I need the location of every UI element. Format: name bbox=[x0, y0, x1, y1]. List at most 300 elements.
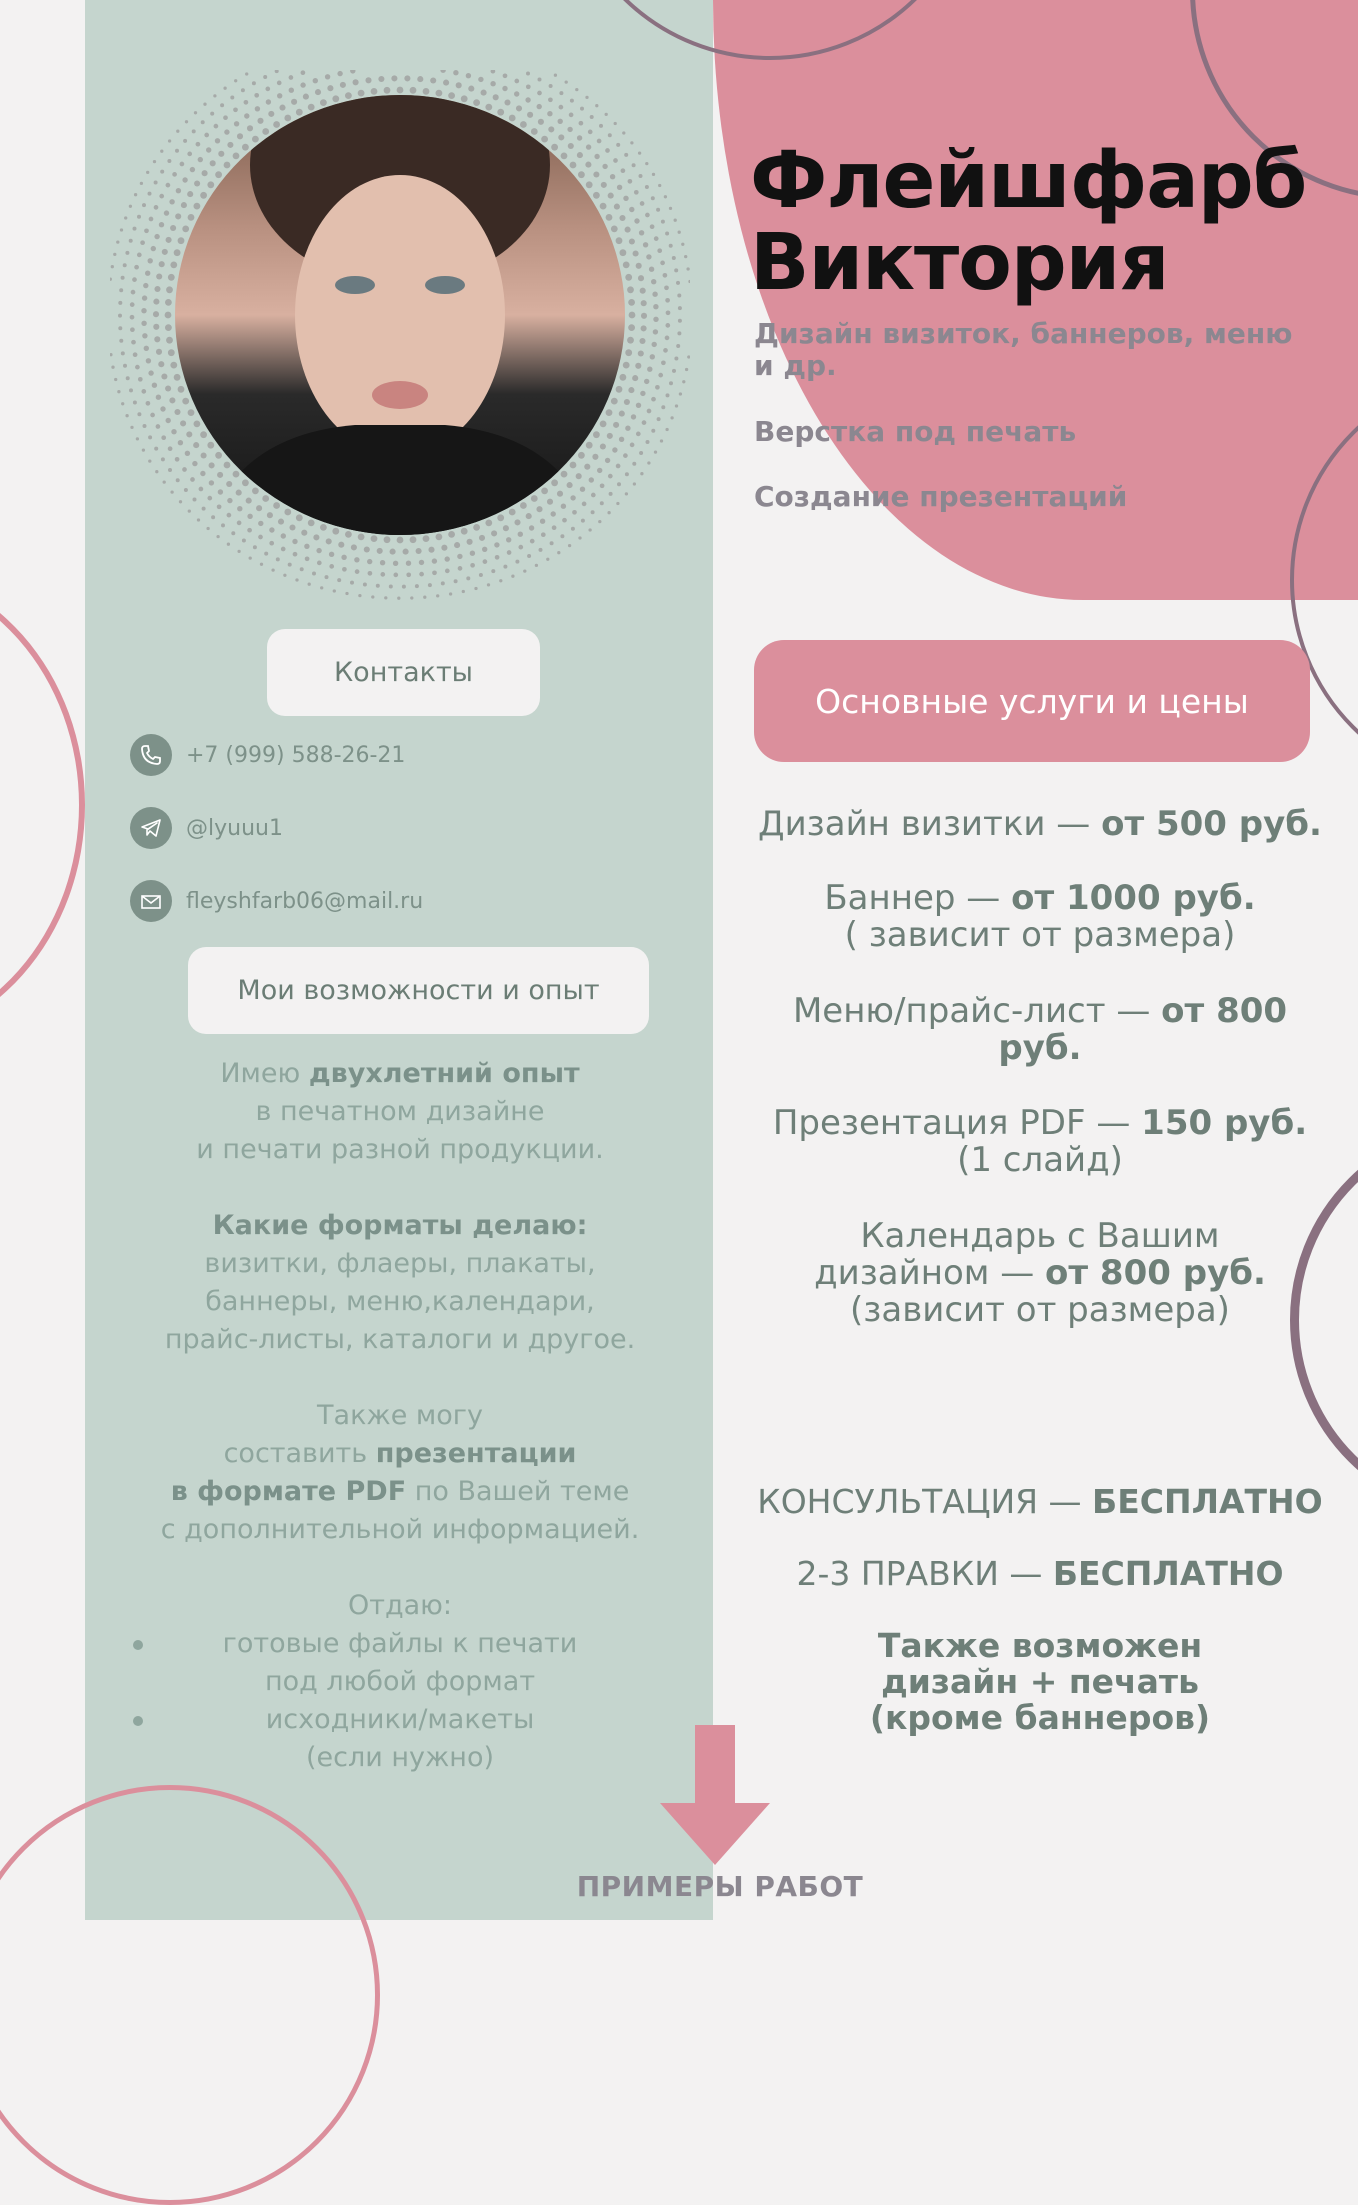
halo-dot bbox=[457, 554, 462, 559]
halo-dot bbox=[600, 483, 605, 488]
halo-dot bbox=[111, 366, 114, 369]
halo-dot bbox=[674, 357, 678, 361]
deliverable-item: исходники/макеты bbox=[265, 1704, 535, 1735]
halo-dot bbox=[141, 389, 146, 394]
experience-line: в печатном дизайне bbox=[255, 1096, 545, 1127]
halo-dot bbox=[527, 554, 531, 558]
halo-dot bbox=[213, 94, 216, 97]
phone-number: +7 (999) 588-26-21 bbox=[186, 742, 406, 768]
halo-dot bbox=[153, 324, 159, 330]
halo-dot bbox=[249, 556, 252, 559]
halo-dot bbox=[516, 105, 522, 111]
halo-dot bbox=[271, 568, 274, 571]
halo-dot bbox=[432, 570, 437, 575]
halo-dot bbox=[246, 498, 252, 504]
halo-dot bbox=[436, 534, 443, 541]
halo-dot bbox=[252, 81, 256, 85]
halo-dot bbox=[169, 199, 174, 204]
halo-dot bbox=[651, 196, 655, 200]
halo-dot bbox=[142, 333, 147, 338]
halo-dot bbox=[549, 84, 553, 88]
halo-dot bbox=[568, 544, 571, 547]
halo-dot bbox=[576, 473, 582, 479]
halo-dot bbox=[237, 133, 243, 139]
skill-item: Верстка под печать bbox=[754, 415, 1077, 448]
halo-dot bbox=[403, 549, 409, 555]
halo-dot bbox=[593, 192, 600, 199]
halo-dot bbox=[130, 302, 135, 307]
halo-dot bbox=[308, 104, 315, 111]
halo-dot bbox=[116, 240, 119, 243]
halo-dot bbox=[643, 242, 648, 247]
halo-dot bbox=[595, 104, 598, 107]
halo-dot bbox=[215, 452, 222, 459]
halo-dot bbox=[441, 545, 447, 551]
halo-dot bbox=[527, 112, 533, 118]
halo-dot bbox=[600, 443, 606, 449]
halo-dot bbox=[364, 546, 370, 552]
halo-dot bbox=[661, 220, 665, 224]
halo-dot bbox=[132, 277, 137, 282]
halo-dot bbox=[561, 504, 566, 509]
halo-dot bbox=[636, 403, 641, 408]
halo-dot bbox=[652, 342, 657, 347]
halo-dot bbox=[159, 222, 164, 227]
skill-item: Создание презентаций bbox=[754, 480, 1128, 513]
halo-dot bbox=[153, 311, 159, 317]
halo-dot bbox=[650, 224, 655, 229]
halo-dot bbox=[515, 560, 519, 564]
halo-dot bbox=[605, 148, 610, 153]
halo-dot bbox=[621, 168, 626, 173]
halo-dot bbox=[197, 518, 200, 521]
halo-dot bbox=[133, 401, 137, 405]
halo-dot bbox=[526, 84, 531, 89]
halo-dot bbox=[538, 119, 544, 125]
halo-dot bbox=[585, 96, 588, 99]
halo-dot bbox=[569, 113, 574, 118]
halo-dot bbox=[156, 273, 162, 279]
halo-dot bbox=[485, 520, 492, 527]
halo-dot bbox=[497, 109, 504, 116]
halo-dot bbox=[350, 581, 354, 585]
halo-dot bbox=[588, 130, 593, 135]
halo-dot bbox=[571, 527, 575, 531]
halo-dot bbox=[164, 210, 169, 215]
halo-dot bbox=[623, 262, 630, 269]
halo-dot bbox=[610, 174, 615, 179]
halo-dot bbox=[606, 409, 613, 416]
halo-dot bbox=[645, 185, 649, 189]
halo-dot bbox=[397, 597, 400, 600]
halo-dot bbox=[649, 267, 654, 272]
halo-dot bbox=[142, 295, 147, 300]
halo-dot bbox=[320, 586, 323, 589]
halo-dot bbox=[466, 576, 470, 580]
halo-dot bbox=[575, 88, 578, 91]
halo-dot bbox=[619, 411, 625, 417]
halo-dot bbox=[641, 325, 647, 331]
halo-dot bbox=[371, 595, 374, 598]
halo-dot bbox=[628, 179, 633, 184]
halo-dot bbox=[148, 370, 153, 375]
halo-dot bbox=[188, 409, 195, 416]
halo-dot bbox=[602, 164, 607, 169]
halo-dot bbox=[551, 144, 558, 151]
halo-dot bbox=[520, 121, 527, 128]
halo-dot bbox=[121, 276, 125, 280]
halo-dot bbox=[119, 288, 123, 292]
examples-link[interactable]: ПРИМЕРЫ РАБОТ bbox=[576, 1870, 864, 1903]
halo-dot bbox=[678, 319, 682, 323]
experience-heading: Мои возможности и опыт bbox=[188, 947, 649, 1034]
halo-dot bbox=[416, 548, 422, 554]
halo-dot bbox=[140, 240, 145, 245]
halo-dot bbox=[315, 89, 321, 95]
halo-dot bbox=[561, 153, 568, 160]
halo-dot bbox=[227, 513, 232, 518]
halo-dot bbox=[126, 376, 130, 380]
halo-dot bbox=[653, 329, 658, 334]
halo-dot bbox=[140, 182, 143, 185]
halo-dot bbox=[273, 502, 280, 509]
halo-dot bbox=[629, 238, 635, 244]
halo-dot bbox=[170, 225, 176, 231]
halo-dot bbox=[487, 583, 490, 586]
halo-dot bbox=[485, 104, 492, 111]
halo-dot bbox=[605, 458, 610, 463]
halo-dot bbox=[221, 523, 225, 527]
halo-dot bbox=[490, 81, 495, 86]
halo-dot bbox=[161, 435, 166, 440]
halo-dot bbox=[397, 87, 404, 94]
halo-dot bbox=[317, 561, 322, 566]
halo-dot bbox=[428, 547, 434, 553]
halo-dot bbox=[384, 87, 391, 94]
halo-dot bbox=[479, 573, 483, 577]
contact-phone[interactable] bbox=[130, 733, 405, 777]
halo-dot bbox=[184, 488, 188, 492]
halo-dot bbox=[448, 92, 455, 99]
halo-dot bbox=[686, 267, 689, 270]
halo-dot bbox=[291, 99, 297, 105]
halo-dot bbox=[584, 464, 590, 470]
halo-dot bbox=[131, 340, 136, 345]
halo-dot bbox=[182, 226, 189, 233]
halo-dot bbox=[389, 585, 393, 589]
halo-dot bbox=[137, 412, 141, 416]
halo-dot bbox=[491, 70, 496, 74]
halo-dot bbox=[223, 115, 228, 120]
halo-dot bbox=[547, 499, 553, 505]
halo-dot bbox=[678, 306, 682, 310]
halo-dot bbox=[606, 214, 613, 221]
halo-dot bbox=[448, 531, 455, 538]
halo-dot bbox=[371, 535, 378, 542]
deliverable-item: готовые файлы к печати bbox=[222, 1628, 578, 1659]
halo-dot bbox=[597, 468, 602, 473]
halo-dot bbox=[454, 579, 458, 583]
halo-dot bbox=[468, 86, 474, 92]
halo-dot bbox=[150, 413, 155, 418]
halo-dot bbox=[215, 171, 222, 178]
halo-dot bbox=[677, 294, 681, 298]
halo-dot bbox=[187, 152, 192, 157]
halo-dot bbox=[537, 91, 542, 96]
halo-dot bbox=[148, 258, 153, 263]
halo-dot bbox=[572, 510, 577, 515]
contact-telegram[interactable] bbox=[130, 806, 283, 850]
halo-dot bbox=[170, 362, 177, 369]
halo-dot bbox=[257, 118, 263, 124]
halo-dot bbox=[456, 82, 462, 88]
halo-dot bbox=[632, 163, 636, 167]
halo-dot bbox=[145, 271, 150, 276]
halo-dot bbox=[470, 563, 475, 568]
halo-dot bbox=[168, 274, 175, 281]
halo-dot bbox=[406, 572, 411, 577]
halo-dot bbox=[529, 525, 534, 530]
halo-dot bbox=[608, 474, 613, 479]
contact-email[interactable] bbox=[130, 879, 423, 923]
halo-dot bbox=[582, 502, 587, 507]
halo-dot bbox=[640, 288, 646, 294]
halo-dot bbox=[495, 555, 500, 560]
experience-line: в формате PDF по Вашей теме bbox=[170, 1476, 630, 1507]
halo-dot bbox=[467, 539, 473, 545]
halo-dot bbox=[682, 380, 685, 383]
experience-line: Имею двухлетний опыт bbox=[220, 1058, 580, 1089]
halo-dot bbox=[227, 498, 232, 503]
halo-dot bbox=[384, 536, 391, 543]
halo-dot bbox=[192, 461, 197, 466]
halo-dot bbox=[226, 481, 232, 487]
halo-dot bbox=[674, 219, 677, 222]
halo-dot bbox=[146, 171, 149, 174]
halo-dot bbox=[262, 495, 269, 502]
halo-dot bbox=[176, 130, 179, 133]
halo-dot bbox=[202, 170, 208, 176]
halo-dot bbox=[234, 79, 237, 82]
halo-dot bbox=[453, 70, 458, 75]
halo-dot bbox=[156, 395, 161, 400]
halo-dot bbox=[661, 360, 666, 365]
halo-dot bbox=[461, 95, 468, 102]
halo-dot bbox=[625, 274, 632, 281]
halo-dot bbox=[163, 480, 166, 483]
halo-dot bbox=[242, 479, 249, 486]
halo-dot bbox=[165, 312, 172, 319]
halo-dot bbox=[590, 115, 594, 119]
halo-dot bbox=[135, 365, 140, 370]
halo-dot bbox=[143, 424, 147, 428]
halo-dot bbox=[675, 404, 678, 407]
halo-dot bbox=[660, 439, 663, 442]
experience-line: составить презентации bbox=[223, 1438, 577, 1469]
halo-dot bbox=[247, 514, 252, 519]
halo-dot bbox=[494, 542, 499, 547]
telegram-handle: @lyuuu1 bbox=[186, 815, 283, 841]
halo-dot bbox=[124, 216, 127, 219]
halo-dot bbox=[625, 426, 630, 431]
halo-dot bbox=[436, 594, 439, 597]
halo-dot bbox=[154, 447, 158, 451]
halo-dot bbox=[178, 440, 183, 445]
price-item: Баннер — от 1000 руб. ( зависит от размера) bbox=[824, 878, 1256, 955]
halo-dot bbox=[182, 398, 189, 405]
halo-dot bbox=[185, 120, 188, 123]
skill-text: и др. bbox=[754, 349, 837, 382]
halo-dot bbox=[378, 76, 384, 82]
halo-dot bbox=[415, 584, 419, 588]
halo-dot bbox=[638, 151, 641, 154]
halo-dot bbox=[557, 551, 560, 554]
halo-dot bbox=[254, 93, 259, 98]
halo-dot bbox=[333, 589, 336, 592]
halo-dot bbox=[665, 323, 670, 328]
halo-dot bbox=[355, 569, 360, 574]
halo-dot bbox=[168, 139, 171, 142]
halo-dot bbox=[288, 563, 292, 567]
halo-dot bbox=[253, 545, 257, 549]
halo-dot bbox=[283, 574, 286, 577]
halo-dot bbox=[353, 79, 359, 85]
halo-dot bbox=[591, 510, 595, 514]
halo-dot bbox=[428, 583, 432, 587]
halo-dot bbox=[664, 195, 667, 198]
halo-dot bbox=[638, 350, 644, 356]
halo-dot bbox=[458, 566, 463, 571]
halo-dot bbox=[663, 273, 668, 278]
price-item: Презентация PDF — 150 руб. (1 слайд) bbox=[772, 1103, 1308, 1180]
halo-dot bbox=[166, 183, 171, 188]
halo-dot bbox=[242, 144, 249, 151]
halo-dot bbox=[531, 495, 538, 502]
halo-dot bbox=[586, 442, 593, 449]
halo-dot bbox=[630, 141, 633, 144]
halo-dot bbox=[526, 72, 530, 76]
halo-dot bbox=[535, 564, 538, 567]
halo-dot bbox=[592, 454, 598, 460]
halo-dot bbox=[247, 125, 253, 131]
halo-dot bbox=[166, 286, 173, 293]
halo-dot bbox=[207, 181, 214, 188]
halo-dot bbox=[653, 304, 658, 309]
halo-dot bbox=[548, 126, 554, 132]
mail-icon bbox=[130, 880, 172, 922]
halo-dot bbox=[616, 386, 623, 393]
halo-dot bbox=[210, 112, 214, 116]
halo-dot bbox=[358, 594, 361, 597]
halo-dot bbox=[367, 559, 372, 564]
halo-dot bbox=[130, 426, 133, 429]
halo-dot bbox=[624, 153, 628, 157]
halo-dot bbox=[154, 234, 159, 239]
halo-dot bbox=[430, 77, 436, 83]
halo-dot bbox=[354, 557, 359, 562]
halo-dot bbox=[277, 93, 282, 98]
halo-dot bbox=[665, 336, 670, 341]
halo-dot bbox=[646, 440, 650, 444]
halo-dot bbox=[312, 572, 316, 576]
halo-dot bbox=[198, 157, 203, 162]
bullet-dot bbox=[133, 1640, 143, 1650]
halo-dot bbox=[160, 406, 165, 411]
halo-dot bbox=[454, 542, 460, 548]
halo-dot bbox=[166, 337, 173, 344]
free-consultation: КОНСУЛЬТАЦИЯ — БЕСПЛАТНО bbox=[757, 1482, 1323, 1521]
halo-dot bbox=[148, 435, 152, 439]
halo-dot bbox=[141, 321, 146, 326]
halo-dot bbox=[598, 520, 601, 523]
halo-dot bbox=[165, 324, 172, 331]
down-arrow-icon bbox=[660, 1725, 770, 1865]
halo-dot bbox=[600, 421, 607, 428]
halo-dot bbox=[514, 519, 520, 525]
halo-dot bbox=[619, 437, 624, 442]
halo-dot bbox=[611, 226, 618, 233]
halo-dot bbox=[657, 417, 661, 421]
halo-dot bbox=[170, 490, 173, 493]
halo-dot bbox=[137, 215, 141, 219]
halo-dot bbox=[146, 401, 151, 406]
halo-dot bbox=[581, 519, 585, 523]
halo-dot bbox=[623, 362, 630, 369]
halo-dot bbox=[320, 524, 327, 531]
halo-dot bbox=[230, 96, 234, 100]
halo-dot bbox=[658, 373, 663, 378]
halo-dot bbox=[651, 429, 655, 433]
halo-dot bbox=[121, 402, 124, 405]
halo-dot bbox=[554, 74, 557, 77]
halo-dot bbox=[423, 535, 430, 542]
halo-dot bbox=[266, 99, 271, 104]
halo-dot bbox=[586, 181, 593, 188]
halo-dot bbox=[539, 548, 543, 552]
halo-dot bbox=[650, 354, 655, 359]
halo-dot bbox=[174, 374, 181, 381]
email-address: fleyshfarb06@mail.ru bbox=[186, 888, 424, 914]
halo-dot bbox=[594, 154, 599, 159]
halo-dot bbox=[461, 528, 468, 535]
halo-dot bbox=[647, 367, 652, 372]
halo-dot bbox=[223, 87, 226, 90]
halo-dot bbox=[340, 82, 346, 88]
price-item: Дизайн визитки — от 500 руб. bbox=[758, 804, 1322, 844]
halo-dot bbox=[233, 107, 238, 112]
halo-dot bbox=[305, 556, 310, 561]
halo-dot bbox=[570, 495, 575, 500]
halo-dot bbox=[166, 418, 171, 423]
halo-dot bbox=[244, 100, 249, 105]
halo-dot bbox=[313, 534, 319, 540]
halo-dot bbox=[665, 428, 668, 431]
halo-dot bbox=[142, 203, 146, 207]
halo-dot bbox=[154, 205, 159, 210]
halo-dot bbox=[152, 383, 157, 388]
halo-dot bbox=[134, 265, 139, 270]
halo-dot bbox=[509, 115, 516, 122]
halo-dot bbox=[611, 398, 618, 405]
halo-dot bbox=[410, 596, 413, 599]
halo-dot bbox=[645, 162, 648, 165]
halo-dot bbox=[672, 256, 676, 260]
halo-dot bbox=[470, 551, 475, 556]
halo-dot bbox=[110, 353, 113, 356]
halo-dot bbox=[114, 378, 117, 381]
halo-dot bbox=[186, 431, 192, 437]
halo-dot bbox=[190, 477, 195, 482]
